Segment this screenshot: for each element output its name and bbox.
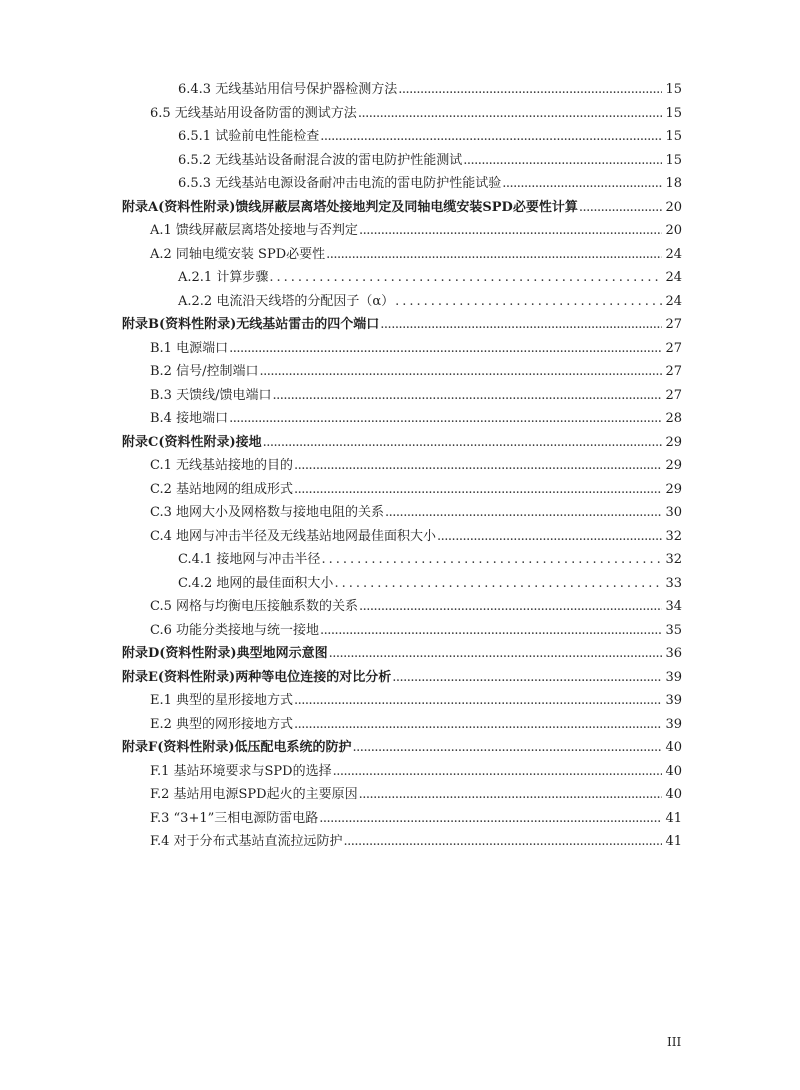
dot-leader <box>398 78 662 102</box>
dot-leader <box>359 783 662 807</box>
toc-entry-title: E.2 典型的网形接地方式 <box>150 716 294 732</box>
toc-entry-page: 40 <box>665 740 682 755</box>
toc-entry[interactable] <box>0 149 800 173</box>
toc-entry-title: F.2 基站用电源SPD起火的主要原因 <box>150 787 358 802</box>
toc-entry-page: 27 <box>665 364 682 379</box>
toc-entry[interactable] <box>0 102 800 126</box>
dot-leader <box>269 266 662 290</box>
toc-entry-title: 6.5.3 无线基站电源设备耐冲击电流的雷电防护性能试验 <box>178 176 502 191</box>
toc-entry-page: 40 <box>665 763 682 779</box>
toc-entry-title: C.5 网格与均衡电压接触系数的关系 <box>150 599 359 614</box>
toc-entry-page: 32 <box>665 552 682 567</box>
toc-entry-title: 6.4.3 无线基站用信号保护器检测方法 <box>178 82 398 97</box>
dot-leader <box>229 337 662 361</box>
toc-entry[interactable] <box>0 360 800 384</box>
toc-entry-title: C.4.2 地网的最佳面积大小 <box>178 575 334 591</box>
toc-entry-title: 附录C(资料性附录)接地 <box>122 434 262 450</box>
toc-entry[interactable] <box>0 243 800 267</box>
toc-entry-title: 附录B(资料性附录)无线基站雷击的四个端口 <box>122 317 380 332</box>
toc-entry-page: 36 <box>665 646 682 661</box>
dot-leader <box>385 501 662 525</box>
toc-entry[interactable] <box>0 172 800 196</box>
toc-entry[interactable] <box>0 431 800 455</box>
toc-entry-title: C.4 地网与冲击半径及无线基站地网最佳面积大小 <box>150 528 437 544</box>
toc-entry-title: 附录D(资料性附录)典型地网示意图 <box>122 646 328 661</box>
toc-entry-title: F.3 “3+1”三相电源防雷电路 <box>150 810 319 826</box>
toc-entry-page: 27 <box>665 387 682 403</box>
toc-entry-page: 41 <box>665 834 682 849</box>
toc-entry-title: 6.5.1 试验前电性能检查 <box>178 129 320 144</box>
toc-entry-title: B.4 接地端口 <box>150 411 229 426</box>
toc-entry-page: 39 <box>665 716 682 732</box>
toc-entry-title: A.2 同轴电缆安装 SPD必要性 <box>150 246 326 262</box>
toc-entry[interactable] <box>0 266 800 290</box>
dot-leader <box>392 666 662 690</box>
toc-entry-title: C.6 功能分类接地与统一接地 <box>150 622 320 638</box>
toc-entry-page: 24 <box>665 246 682 262</box>
toc-entry-page: 20 <box>665 199 682 215</box>
toc-entry-title: C.4.1 接地网与冲击半径 <box>178 552 321 567</box>
toc-entry-title: 附录F(资料性附录)低压配电系统的防护 <box>122 740 352 755</box>
toc-entry-title: C.3 地网大小及网格数与接地电阻的关系 <box>150 505 385 520</box>
toc-entry-page: 15 <box>665 152 682 168</box>
dot-leader <box>344 830 662 854</box>
toc-entry-title: B.3 天馈线/馈电端口 <box>150 387 272 403</box>
toc-entry-title: 6.5 无线基站用设备防雷的测试方法 <box>150 105 357 121</box>
toc-entry[interactable] <box>0 760 800 784</box>
toc-entry-page: 33 <box>665 575 682 591</box>
toc-entry-page: 28 <box>665 411 682 426</box>
toc-entry-page: 41 <box>665 810 682 826</box>
dot-leader <box>321 548 662 572</box>
dot-leader <box>359 595 662 619</box>
toc-entry[interactable] <box>0 125 800 149</box>
toc-entry[interactable] <box>0 196 800 220</box>
dot-leader <box>320 125 662 149</box>
toc-entry-title: 附录E(资料性附录)两种等电位连接的对比分析 <box>122 669 392 685</box>
toc-entry-page: 39 <box>665 669 682 685</box>
toc-entry[interactable] <box>0 384 800 408</box>
toc-entry[interactable] <box>0 783 800 807</box>
toc-entry[interactable] <box>0 689 800 713</box>
toc-entry-page: 34 <box>665 599 682 614</box>
toc-entry-title: B.1 电源端口 <box>150 340 229 356</box>
toc-entry[interactable] <box>0 478 800 502</box>
toc-entry-title: 6.5.2 无线基站设备耐混合波的雷电防护性能测试 <box>178 152 463 168</box>
dot-leader <box>329 642 662 666</box>
dot-leader <box>294 454 662 478</box>
toc-entry-page: 29 <box>665 434 682 450</box>
toc-entry-page: 20 <box>665 223 682 238</box>
toc-entry[interactable] <box>0 454 800 478</box>
dot-leader <box>334 572 662 596</box>
toc-entry-title: F.1 基站环境要求与SPD的选择 <box>150 763 332 779</box>
dot-leader <box>326 243 662 267</box>
toc-entry-page: 32 <box>665 528 682 544</box>
toc-entry-page: 30 <box>665 505 682 520</box>
toc-entry[interactable] <box>0 736 800 760</box>
toc-entry[interactable] <box>0 595 800 619</box>
toc-entry-title: B.2 信号/控制端口 <box>150 364 259 379</box>
toc-entry[interactable] <box>0 642 800 666</box>
toc-entry[interactable] <box>0 548 800 572</box>
toc-entry-title: A.2.1 计算步骤 <box>178 270 269 285</box>
toc-entry-page: 39 <box>665 693 682 708</box>
toc-entry-title: C.1 无线基站接地的目的 <box>150 458 294 473</box>
toc-entry-page: 29 <box>665 481 682 497</box>
toc-entry[interactable] <box>0 337 800 361</box>
toc-entry[interactable] <box>0 78 800 102</box>
dot-leader <box>294 689 662 713</box>
dot-leader <box>358 102 662 126</box>
toc-entry-page: 18 <box>665 176 682 191</box>
dot-leader <box>502 172 662 196</box>
toc-entry[interactable] <box>0 830 800 854</box>
dot-leader <box>229 407 662 431</box>
toc-entry-page: 27 <box>665 317 682 332</box>
dot-leader <box>319 807 662 831</box>
dot-leader <box>259 360 662 384</box>
dot-leader <box>359 219 662 243</box>
toc-entry-page: 29 <box>665 458 682 473</box>
dot-leader <box>353 736 662 760</box>
toc-entry[interactable] <box>0 666 800 690</box>
toc-entry[interactable] <box>0 619 800 643</box>
toc-entry-page: 15 <box>665 129 682 144</box>
dot-leader <box>395 290 662 314</box>
toc-entry-title: A.1 馈线屏蔽层离塔处接地与否判定 <box>150 223 358 238</box>
dot-leader <box>380 313 662 337</box>
page-number: III <box>667 1035 682 1049</box>
toc-entry-page: 15 <box>665 82 682 97</box>
toc-entry[interactable] <box>0 713 800 737</box>
toc-entry-title: E.1 典型的星形接地方式 <box>150 693 294 708</box>
toc-entry-page: 35 <box>665 622 682 638</box>
toc-entry[interactable] <box>0 807 800 831</box>
toc-entry[interactable] <box>0 407 800 431</box>
toc-entry-title: 附录A(资料性附录)馈线屏蔽层离塔处接地判定及同轴电缆安装SPD必要性计算 <box>122 199 578 215</box>
toc-entry-title: A.2.2 电流沿天线塔的分配因子（α） <box>178 293 395 309</box>
toc-entry[interactable] <box>0 525 800 549</box>
dot-leader <box>333 760 662 784</box>
dot-leader <box>463 149 662 173</box>
toc-entry-title: C.2 基站地网的组成形式 <box>150 481 294 497</box>
toc-entry-page: 40 <box>665 787 682 802</box>
toc-entry[interactable] <box>0 313 800 337</box>
toc-entry[interactable] <box>0 572 800 596</box>
toc-entry[interactable] <box>0 219 800 243</box>
table-of-contents <box>0 78 800 854</box>
dot-leader <box>263 431 662 455</box>
dot-leader <box>320 619 662 643</box>
dot-leader <box>294 478 662 502</box>
toc-entry-page: 15 <box>665 105 682 121</box>
dot-leader <box>272 384 662 408</box>
toc-entry-title: F.4 对于分布式基站直流拉远防护 <box>150 834 343 849</box>
toc-entry[interactable] <box>0 501 800 525</box>
dot-leader <box>294 713 662 737</box>
toc-entry[interactable] <box>0 290 800 314</box>
toc-entry-page: 24 <box>665 270 682 285</box>
toc-entry-page: 24 <box>665 293 682 309</box>
toc-entry-page: 27 <box>665 340 682 356</box>
dot-leader <box>579 196 662 220</box>
dot-leader <box>437 525 662 549</box>
